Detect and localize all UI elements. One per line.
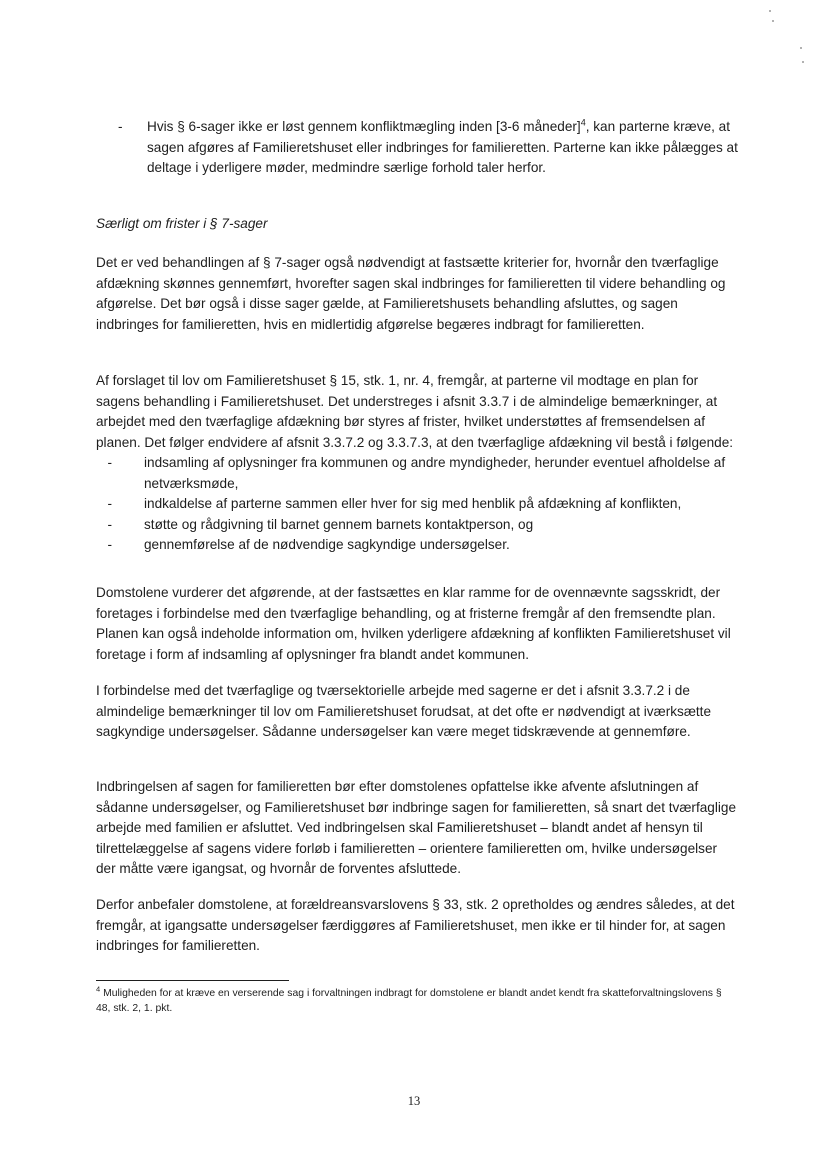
list-item [96,453,736,494]
paragraph-text: Indbringelsen af sagen for familieretten bør efter domstolenes opfattelse ikke afvente afslutningen af sådanne undersøgelser, og Familieretshuset bør indbringe sagen for familieretten, så snart det tværfaglige arbejde med familien er afsluttet. Ved indbringelsen skal Familieretshuset – blandt andet af hensyn til tilrettelæggelse af sagens videre forløb i familieretten – orientere familieretten om, hvilke undersøgelser der måtte være igangsat, og hvornår de forventes afsluttede. [96,779,737,876]
footnote-reference[interactable]: 4 [580,117,586,128]
list-item-text: støtte og rådgivning til barnet gennem barnets kontaktperson, og [144,516,534,532]
scan-speck [769,10,771,12]
paragraph-recommendation [96,895,736,957]
paragraph-framework [96,583,736,665]
footnote-text: Muligheden for at kræve en verserende sag i forvaltningen indbragt for domstolene er blandt andet kendt fra skatteforvaltningslovens § 48, stk. 2, 1. pkt. [96,988,722,1014]
scan-speck [802,61,804,63]
paragraph-text: Domstolene vurderer det afgørende, at der fastsættes en klar ramme for de ovennævnte sagsskridt, der foretages i forbindelse med den tværfaglige behandling, og at fristerne fremgår af den fremsendte plan. Planen kan også indeholde information om, hvilken yderligere afdækning af konflikten Familieretshuset vil foretage i form af indsamling af oplysninger fra blandt andet kommunen. [96,585,731,662]
list-item-text: gennemførelse af de nødvendige sagkyndige undersøgelser. [144,537,510,552]
footnote-number: 4 [96,984,101,994]
bullet-dash: - [118,119,123,134]
paragraph-text: Derfor anbefaler domstolene, at forældreansvarslovens § 33, stk. 2 opretholdes og ændres således, at det fremgår, at igangsatte undersøgelser færdiggøres af Familieretshuset, men ikke er til hinder for, at sagen indbringes for familieretten. [96,897,735,953]
paragraph-criteria [96,253,736,335]
page-number: 13 [407,1094,421,1108]
afdaekning-list [96,453,736,556]
paragraph-investigations [96,681,736,743]
scan-speck [772,20,774,22]
section-heading: Særligt om frister i § 7-sager [96,216,268,231]
bullet-dash: - [107,496,112,511]
paragraph-referral [96,777,736,880]
footnote [96,984,736,1016]
list-item [96,535,736,556]
scan-speck [800,47,802,49]
intro-bullet-text [147,117,738,179]
paragraph-text: Af forslaget til lov om Familieretshuset § 15, stk. 1, nr. 4, fremgår, at parterne vil modtage en plan for sagens behandling i Familieretshuset. Det understreges i afsnit 3.3.7 i de almindelige bemærkninger, at arbejdet med den tværfaglige afdækning bør styres af frister, hvilket understøttes af fremsendelsen af planen. Det følger endvidere af afsnit 3.3.7.2 og 3.3.7.3, at den tværfaglige afdækning vil bestå i følgende: [96,373,734,450]
paragraph-text: I forbindelse med det tværfaglige og tværsektorielle arbejde med sagerne er det i afsnit 3.3.7.2 i de almindelige bemærkninger til lov om Familieretshuset forudsat, at det ofte er nødvendigt at iværksætte sagkyndige undersøgelser. Sådanne undersøgelser kan være meget tidskrævende at gennemføre. [96,683,712,739]
bullet-dash: - [107,537,112,552]
bullet-dash: - [107,516,112,532]
bullet-dash: - [107,455,112,470]
list-item-text: indkaldelse af parterne sammen eller hver for sig med henblik på afdækning af konflikten, [144,496,682,511]
intro-bullet-text-start: Hvis § 6-sager ikke er løst gennem konfliktmægling inden [3-6 måneder] [147,119,581,134]
paragraph-plan [96,371,736,556]
intro-bullet-text-end: , kan parterne kræve, at sagen afgøres af Familieretshuset eller indbringes for familieretten. Parterne kan ikke pålægges at deltage i yderligere møder, medmindre særlige forhold taler herfor. [147,119,738,175]
list-item [96,515,736,536]
footnote-separator [96,980,289,981]
list-item [96,494,736,515]
intro-bullet [118,117,738,179]
list-item-text: indsamling af oplysninger fra kommunen og andre myndigheder, herunder eventuel afholdelse af netværksmøde, [144,455,726,491]
paragraph-text: Det er ved behandlingen af § 7-sager også nødvendigt at fastsætte kriterier for, hvornår den tværfaglige afdækning skønnes gennemført, hvorefter sagen skal indbringes for familieretten til videre behandling og afgørelse. Det bør også i disse sager gælde, at Familieretshusets behandling afsluttes, og sagen indbringes for familieretten, hvis en midlertidig afgørelse begæres indbragt for familieretten. [96,255,726,332]
